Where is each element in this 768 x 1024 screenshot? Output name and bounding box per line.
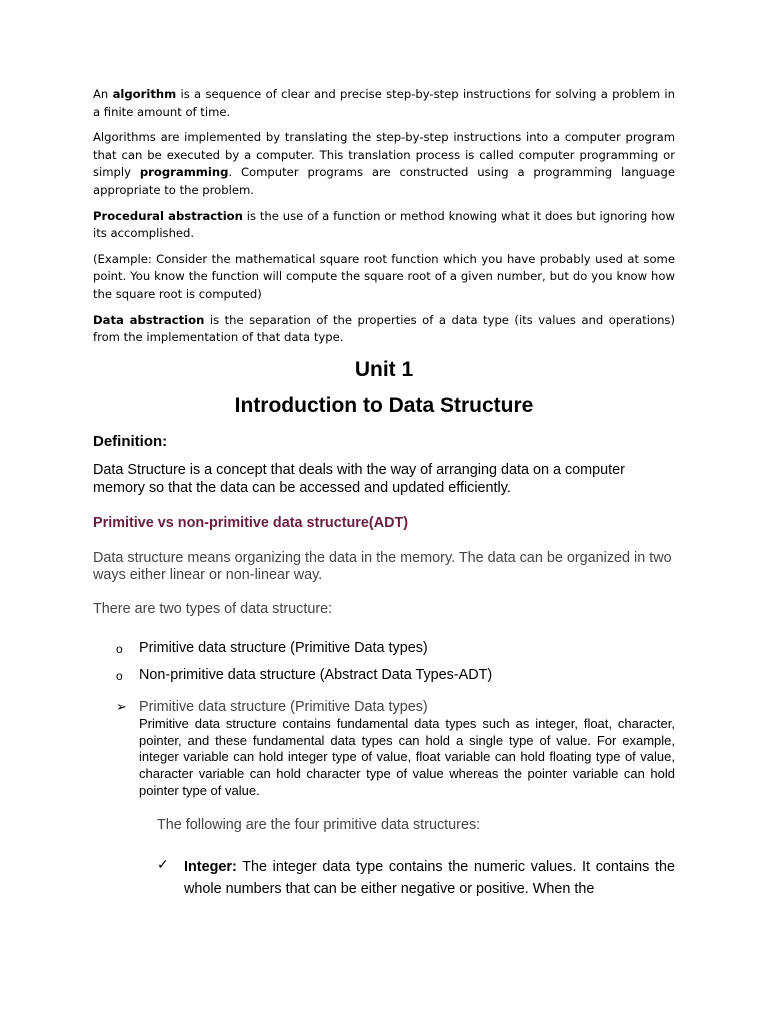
programming-paragraph <box>93 129 675 199</box>
chapter-title: Introduction to Data Structure <box>234 393 534 417</box>
bold-term: Procedural abstraction <box>93 208 243 223</box>
primitive-section <box>93 699 675 800</box>
list-item-text: Non-primitive data structure (Abstract Data Types-ADT) <box>139 666 493 683</box>
types-list <box>93 639 675 684</box>
section-heading: Primitive vs non-primitive data structure(ADT) <box>93 514 409 531</box>
circle-bullet-icon: o <box>116 668 123 683</box>
check-bullet-icon: ✓ <box>157 855 169 872</box>
primitive-section-title: Primitive data structure (Primitive Data types) <box>139 698 428 715</box>
circle-bullet-icon: o <box>116 641 123 656</box>
list-item <box>93 639 675 657</box>
integer-item <box>93 856 675 901</box>
definition-text: Data Structure is a concept that deals with the way of arranging data on a computer memory so that the data can be accessed and updated efficiently. <box>93 461 625 496</box>
unit-title: Unit 1 <box>354 357 414 381</box>
text-span: is a sequence of clear and precise step-by-step instructions for solving a problem in a finite amount of time. <box>93 87 675 119</box>
bold-term: Data abstraction <box>93 312 205 327</box>
document-page <box>93 86 675 901</box>
text-span: . Computer programs are constructed using a programming language appropriate to the problem. <box>93 165 675 197</box>
text-span: An <box>93 87 113 101</box>
bold-term: algorithm <box>112 87 177 101</box>
definition-label: Definition: <box>93 432 168 450</box>
list-item-text: Primitive data structure (Primitive Data types) <box>139 639 428 656</box>
organizing-paragraph: Data structure means organizing the data in the memory. The data can be organized in two ways either linear or non-linear way. <box>93 549 672 583</box>
example-paragraph: (Example: Consider the mathematical square root function which you have probably used at some point. You know the function will compute the square root of a given number, but do you know how the square root is computed) <box>93 251 675 301</box>
bold-term: programming <box>139 165 229 180</box>
data-abstraction-paragraph <box>93 312 675 347</box>
text-span: The integer data type contains the numeric values. It contains the whole numbers that can be either negative or positive. When the <box>184 858 675 898</box>
integer-item-text <box>184 856 675 901</box>
algorithm-paragraph <box>93 86 675 121</box>
primitive-section-body: Primitive data structure contains fundamental data types such as integer, float, character, pointer, and these fundamental data types can hold a single type of value. For example, integer variable can hold integer type of value, float variable can hold floating type of value, character variable can hold character type of value whereas the pointer variable can hold pointer type of value. <box>139 715 675 798</box>
text-span: is the separation of the properties of a data type (its values and operations) from the implementation of that data type. <box>93 312 675 345</box>
list-item <box>93 666 675 684</box>
following-text: The following are the four primitive data structures: <box>157 816 481 833</box>
procedural-abstraction-paragraph <box>93 208 675 243</box>
text-span: Algorithms are implemented by translating the step-by-step instructions into a computer program that can be executed by a computer. This translation process is called computer programming or simply <box>93 130 675 180</box>
text-span: is the use of a function or method knowing what it does but ignoring how its accomplished. <box>93 208 676 241</box>
bold-term: Integer: <box>184 858 237 875</box>
arrow-bullet-icon: ➢ <box>116 698 127 714</box>
types-intro-paragraph: There are two types of data structure: <box>93 600 333 617</box>
